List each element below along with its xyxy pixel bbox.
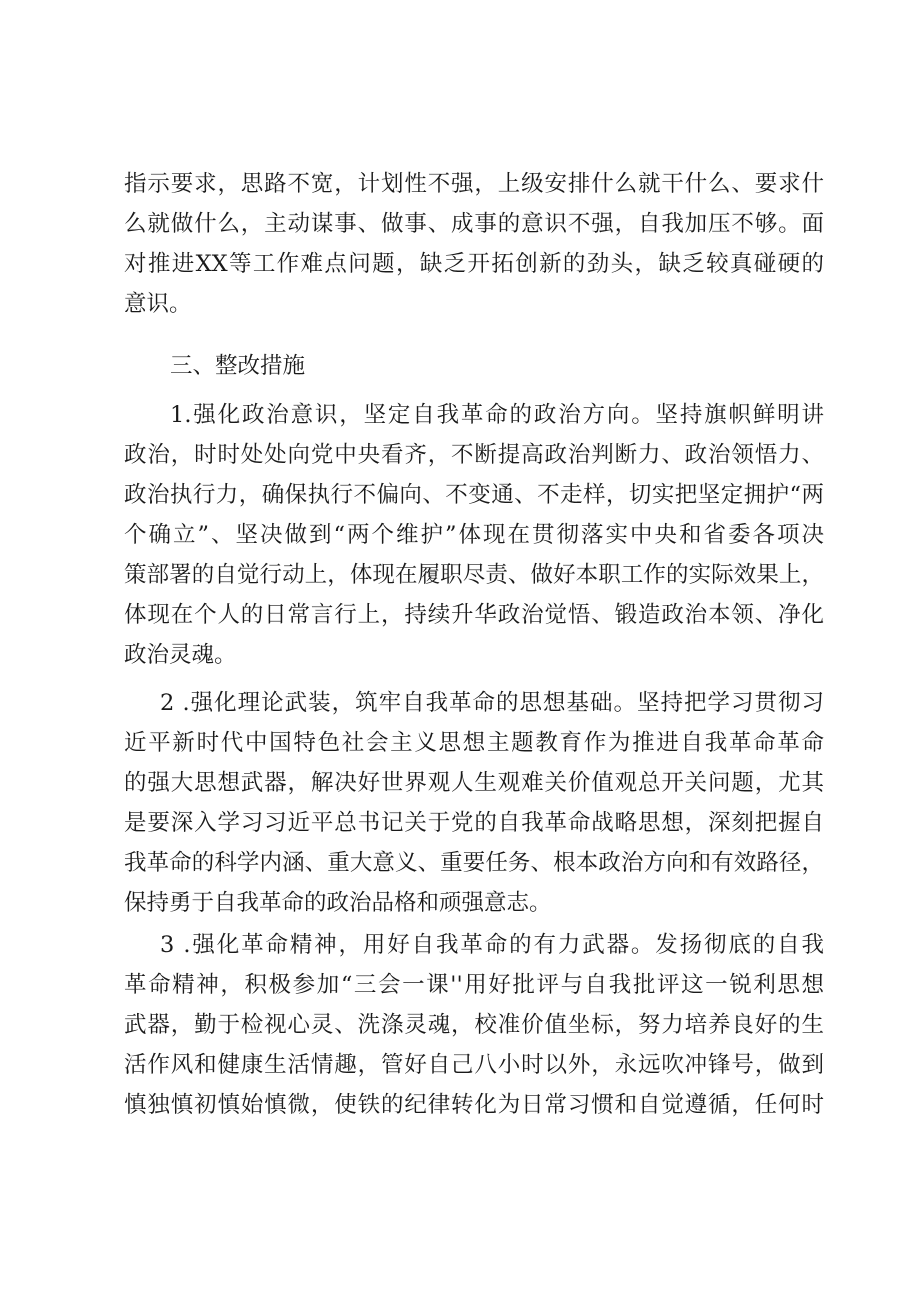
paragraph-line: 指示要求，思路不宽，计划性不强，上级安排什么就干什么、要求什 <box>124 171 824 197</box>
measure-2-line: 保持勇于自我革命的政治品格和顽强意志。 <box>124 890 552 916</box>
measure-3-line: 革命精神，积极参加“三会一课''用好批评与自我批评这一锐利思想 <box>124 972 824 998</box>
measure-3-line: 慎独慎初慎始慎微，使铁的纪律转化为日常习惯和自觉遵循，任何时 <box>124 1092 824 1118</box>
measure-2-line: 的强大思想武器，解决好世界观人生观难关价值观总开关问题，尤其 <box>124 770 824 796</box>
measure-3-line: 3 .强化革命精神，用好自我革命的有力武器。发扬彻底的自我 <box>160 932 824 958</box>
measure-2-line: 2 .强化理论武装，筑牢自我革命的思想基础。坚持把学习贯彻习 <box>160 690 824 716</box>
measure-3-line: 活作风和健康生活情趣，管好自己八小时以外，永远吹冲锋号，做到 <box>124 1052 824 1078</box>
measure-2-line: 近平新时代中国特色社会主义思想主题教育作为推进自我革命革命 <box>124 730 824 756</box>
paragraph-line: 么就做什么，主动谋事、做事、成事的意识不强，自我加压不够。面 <box>124 211 824 237</box>
paragraph-line: 意识。 <box>124 291 192 317</box>
measure-1-line: 政治，时时处处向党中央看齐，不断提高政治判断力、政治领悟力、 <box>124 442 824 468</box>
measure-3-line: 武器，勤于检视心灵、洗涤灵魂，校准价值坐标，努力培养良好的生 <box>124 1012 824 1038</box>
paragraph-line: 对推进XX等工作难点问题，缺乏开拓创新的劲头，缺乏较真碰硬的 <box>124 251 824 277</box>
measure-1-line: 体现在个人的日常言行上，持续升华政治觉悟、锻造政治本领、净化 <box>124 602 824 628</box>
measure-1-line: 1.强化政治意识，坚定自我革命的政治方向。坚持旗帜鲜明讲 <box>170 402 824 428</box>
measure-1-line: 政治灵魂。 <box>124 642 237 668</box>
section-heading: 三、整改措施 <box>170 353 306 379</box>
measure-2-line: 我革命的科学内涵、重大意义、重要任务、根本政治方向和有效路径， <box>124 850 824 876</box>
measure-2-line: 是要深入学习习近平总书记关于党的自我革命战略思想，深刻把握自 <box>124 810 824 836</box>
measure-1-line: 策部署的自觉行动上，体现在履职尽责、做好本职工作的实际效果上， <box>124 562 824 588</box>
measure-1-line: 政治执行力，确保执行不偏向、不变通、不走样，切实把坚定拥护“两 <box>124 482 824 508</box>
measure-1-line: 个确立”、坚决做到“两个维护”体现在贯彻落实中央和省委各项决 <box>124 522 824 548</box>
